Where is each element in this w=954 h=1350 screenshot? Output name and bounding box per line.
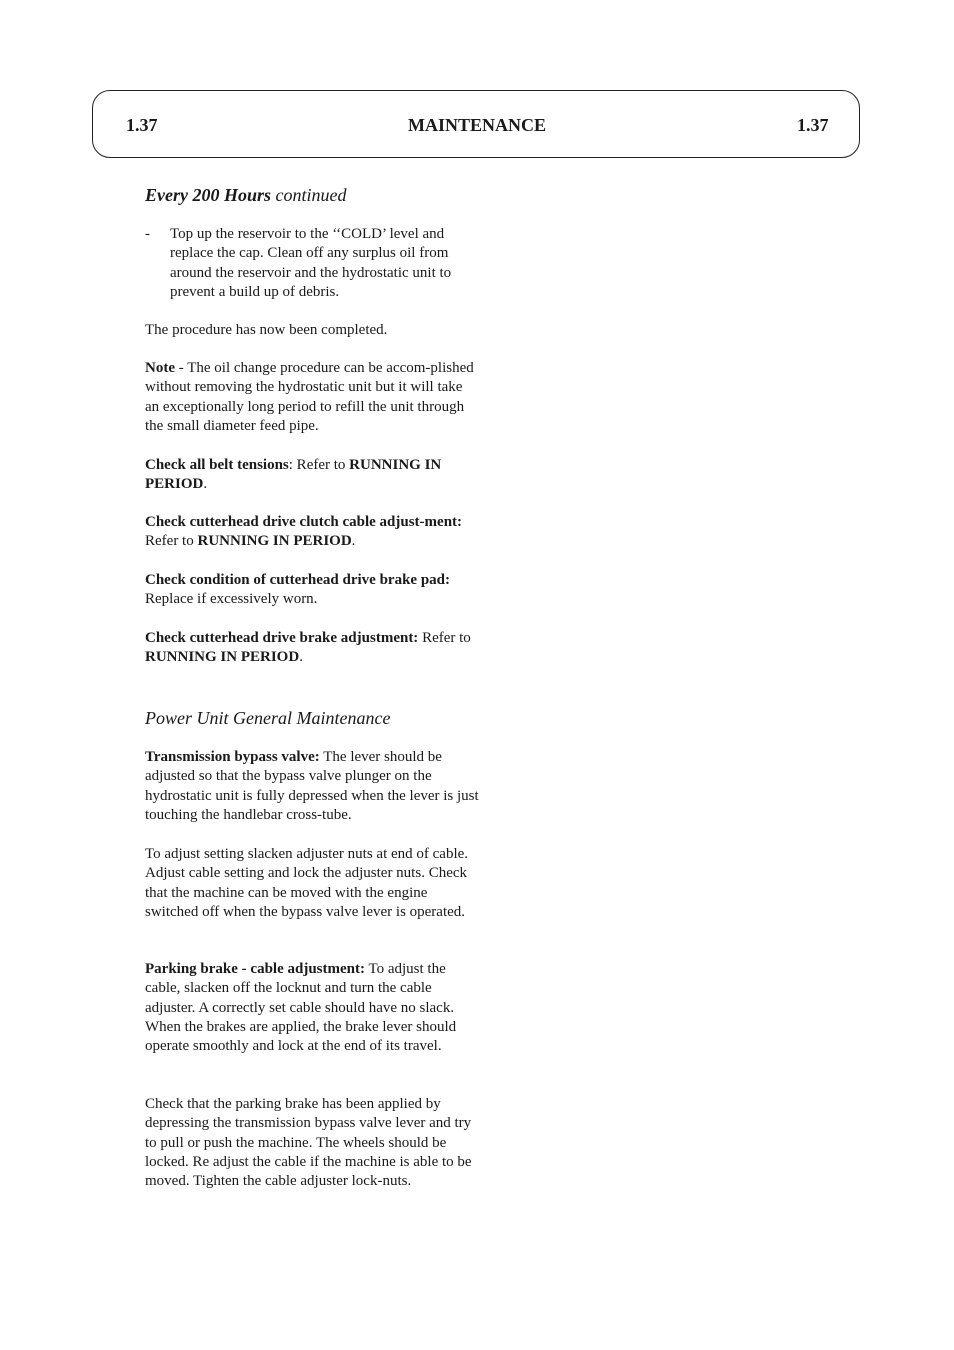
clutch-ref: RUNNING IN PERIOD xyxy=(197,533,352,550)
section-heading-every-200-hours xyxy=(145,184,346,206)
paragraph-brake-pad xyxy=(145,571,480,610)
clutch-end: . xyxy=(351,533,356,550)
paragraph-check-parking-brake: Check that the parking brake has been applied by depressing the transmission bypass valve lever and try to pull or push the machine. The wheels should be locked. Re adjust the cable if the machine is able to be moved. Tighten the cable adjuster lock-nuts. xyxy=(145,1096,472,1190)
note-label: Note xyxy=(145,360,175,376)
section-heading-continued: continued xyxy=(271,185,347,205)
paragraph-clutch-cable xyxy=(145,513,480,552)
belt-end: . xyxy=(203,476,208,493)
bullet-reservoir-topup: Top up the reservoir to the ‘‘COLD’ level and replace the cap. Clean off any surplus oil from around the reservoir and the hydrostatic unit to prevent a build up of debris. xyxy=(170,226,452,300)
paragraph-adjust-setting: To adjust setting slacken adjuster nuts at end of cable. Adjust cable setting and lock the adjuster nuts. Check that the machine can be moved with the engine switched off when the bypass valve lever is operated. xyxy=(145,846,469,920)
page-number-right: 1.37 xyxy=(797,115,829,135)
paragraph-procedure-completed: The procedure has now been completed. xyxy=(145,322,388,338)
pad-label: Check condition of cutterhead drive brake pad: xyxy=(145,572,450,588)
brake-end: . xyxy=(299,649,303,666)
pad-text: Replace if excessively worn. xyxy=(145,591,318,608)
page-title: MAINTENANCE xyxy=(407,115,546,135)
page-number-left: 1.37 xyxy=(126,115,158,135)
belt-ref: RUNNING IN PERIOD xyxy=(145,457,442,493)
belt-label: Check all belt tensions xyxy=(145,457,289,473)
parking-label: Parking brake - cable adjustment: xyxy=(145,961,365,977)
paragraph-brake-adjustment xyxy=(145,629,480,668)
clutch-text: Refer to xyxy=(145,533,198,550)
paragraph-parking-brake xyxy=(145,960,480,1056)
brake-text: Refer to xyxy=(418,630,471,646)
paragraph-bypass-valve xyxy=(145,748,480,825)
brake-ref: RUNNING IN PERIOD xyxy=(145,649,300,666)
bypass-text: The lever should be adjusted so that the bypass valve plunger on the hydrostatic unit is fully depressed when the lever is just touching the handlebar cross-tube. xyxy=(145,749,479,823)
paragraph-belt-tensions xyxy=(145,456,480,495)
clutch-label: Check cutterhead drive clutch cable adjust-ment: xyxy=(145,514,463,530)
brake-label: Check cutterhead drive brake adjustment: xyxy=(145,630,419,646)
section-heading-power-unit: Power Unit General Maintenance xyxy=(145,708,391,728)
paragraph-note xyxy=(145,359,480,436)
note-text: - The oil change procedure can be accom-plished without removing the hydrostatic unit but it will take an exceptionally long period to refill the unit through the small diameter feed pipe. xyxy=(145,360,474,434)
bypass-label: Transmission bypass valve: xyxy=(145,749,320,765)
bullet-dash: - xyxy=(145,226,150,242)
belt-text: : Refer to xyxy=(288,457,350,473)
parking-text: To adjust the cable, slacken off the locknut and turn the cable adjuster. A correctly set cable should have no slack. When the brakes are applied, the brake lever should operate smoothly and lock at the end of its travel. xyxy=(145,961,457,1055)
section-heading-bold: Every 200 Hours xyxy=(145,185,271,205)
